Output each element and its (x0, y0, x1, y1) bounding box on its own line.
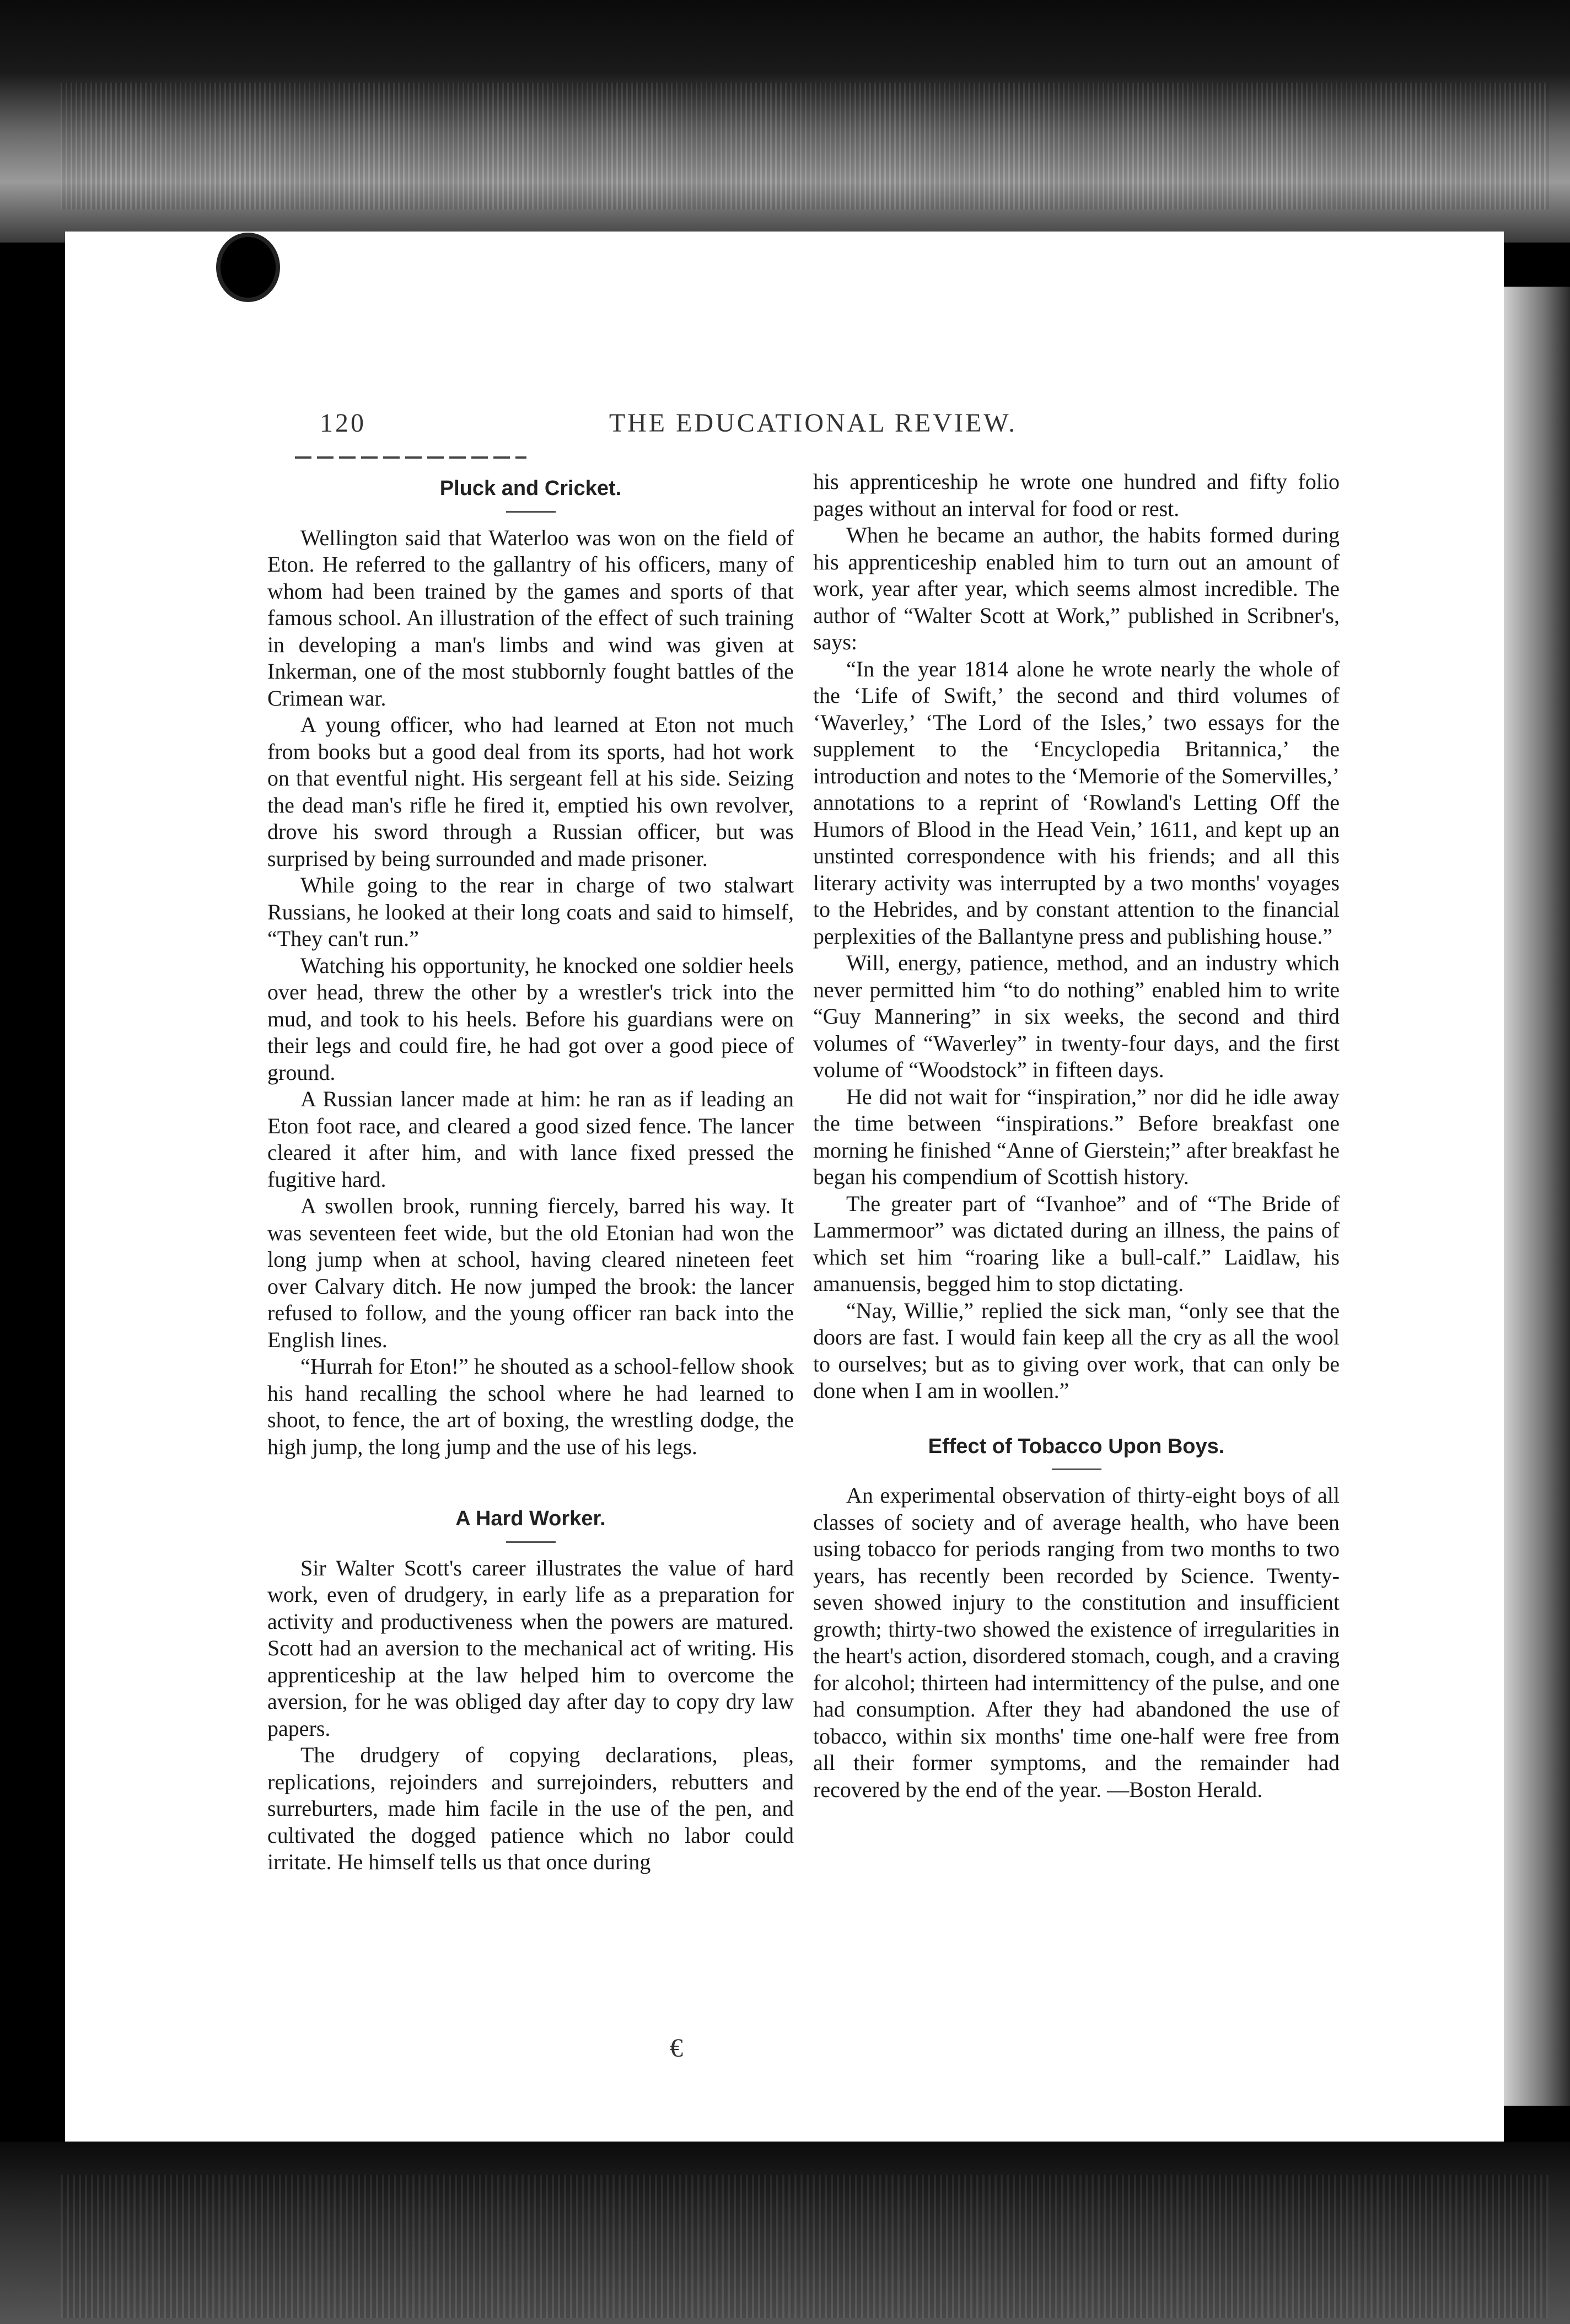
paragraph: his apprenticeship he wrote one hundred and fifty folio pages without an interval for food or rest. (813, 469, 1340, 521)
title-rule (1052, 1468, 1101, 1470)
paragraph: The greater part of “Ivanhoe” and of “The Bride of Lammermoor” was dictated during an illness, the pains of which set him “roaring like a bull-calf.” Laidlaw, his amanuensis, begged him to stop dictating. (813, 1191, 1340, 1296)
paragraph: A Russian lancer made at him: he ran as if leading an Eton foot race, and cleared a good sized fence. The lancer cleared it after him, and with lance fixed pressed the fugitive hard. (267, 1086, 794, 1192)
scan-texture (61, 2175, 1549, 2318)
paragraph: A young officer, who had learned at Eton not much from books but a good deal from its sports, had hot work on that eventful night. His sergeant fell at his side. Seizing the dead man's rifle he fired it, emptied his own revolver, drove his sword through a Russian officer, but was surprised by being surrounded and made prisoner. (267, 712, 794, 871)
page-number: 120 (320, 408, 366, 438)
journal-title: THE EDUCATIONAL REVIEW. (609, 408, 1018, 438)
paragraph: Watching his opportunity, he knocked one soldier heels over head, threw the other by a wrestler's trick into the mud, and took to his heels. Before his guardians were on their legs and could fire, he had got over a good piece of ground. (267, 953, 794, 1085)
paragraph: A swollen brook, running fiercely, barred his way. It was seventeen feet wide, but the old Etonian had won the long jump when at school, having cleared nineteen feet over Calvary ditch. He now jumped the brook: the lancer refused to follow, and the young officer ran back into the English lines. (267, 1193, 794, 1352)
scan-bottom-border (0, 2142, 1570, 2324)
section-gap (267, 1460, 794, 1499)
paragraph: “Nay, Willie,” replied the sick man, “only see that the doors are fast. I would fain keep all the cry as all the wool to ourselves; but as to giving over work, that can only be done when I am in woollen.” (813, 1298, 1340, 1403)
header-rule (295, 456, 526, 459)
paragraph: He did not wait for “inspiration,” nor did he idle away the time between “inspirations.” Before breakfast one morning he finished “Anne of Gierstein;” after breakfast he began his compendium of Scottish history. (813, 1084, 1340, 1189)
scan-top-border (0, 0, 1570, 243)
paragraph: When he became an author, the habits formed during his apprenticeship enabled him to turn out an amount of work, year after year, which seems almost incredible. The author of “Walter Scott at Work,” published in Scribner's, says: (813, 523, 1340, 654)
section-gap (813, 1405, 1340, 1427)
paragraph: While going to the rear in charge of two stalwart Russians, he looked at their long coats and said to himself, “They can't run.” (267, 873, 794, 951)
paragraph: Sir Walter Scott's career illustrates the value of hard work, even of drudgery, in early life as a preparation for activity and productiveness when the powers are matured. Scott had an aversion to the mechanical act of writing. His apprenticeship at the law helped him to overcome the aversion, for he was obliged day after day to copy dry law papers. (267, 1555, 794, 1741)
title-rule (506, 511, 556, 513)
right-column (813, 469, 1340, 1803)
article-title-a-hard-worker: A Hard Worker. (455, 1507, 606, 1530)
title-rule (506, 1541, 556, 1543)
binding-hole (221, 237, 276, 298)
paragraph: Will, energy, patience, method, and an industry which never permitted him “to do nothing” enabled him to write “Guy Mannering” in six weeks, the second and third volumes of “Waverley” in twenty-four days, and the first volume of “Woodstock” in fifteen days. (813, 950, 1340, 1082)
printer-mark: € (670, 2034, 683, 2063)
article-title-effect-of-tobacco: Effect of Tobacco Upon Boys. (928, 1434, 1225, 1458)
page-edge-shadow (1504, 287, 1570, 2106)
paragraph: An experimental observation of thirty-eight boys of all classes of society and of average health, who have been using tobacco for periods ranging from two months to two years, has recently been recorded by Science. Twenty-seven showed injury to the constitution and insufficient growth; thirty-two showed the existence of irregularities in the heart's action, disordered stomach, cough, and a craving for alcohol; thirteen had intermittency of the pulse, and one had consumption. After they had abandoned the use of tobacco, within six months' time one-half were free from all their former symptoms, and the remainder had recovered by the end of the year. —Boston Herald. (813, 1483, 1340, 1802)
paragraph: Wellington said that Waterloo was won on the field of Eton. He referred to the gallantry of his officers, many of whom had been trained by the games and sports of that famous school. An illustration of the effect of such training in developing a man's limbs and wind was given at Inkerman, one of the most stubbornly fought battles of the Crimean war. (267, 525, 794, 711)
paragraph: “Hurrah for Eton!” he shouted as a school-fellow shook his hand recalling the school where he had learned to shoot, to fence, the art of boxing, the wrestling dodge, the high jump, the long jump and the use of his legs. (267, 1354, 794, 1459)
scan-texture (61, 83, 1549, 209)
running-head (254, 408, 1373, 446)
article-title-pluck-and-cricket: Pluck and Cricket. (439, 477, 622, 500)
paragraph: The drudgery of copying declarations, pleas, replications, rejoinders and surrejoinders, rebutters and surreburters, made him facile in the use of the pen, and cultivated the dogged patience which no labor could irritate. He himself tells us that once during (267, 1742, 794, 1874)
paragraph: “In the year 1814 alone he wrote nearly the whole of the ‘Life of Swift,’ the second and third volumes of ‘Waverley,’ ‘The Lord of the Isles,’ two essays for the supplement to the ‘Encyclopedia Britannica,’ the introduction and notes to the ‘Memorie of the Somervilles,’ annotations to a reprint of ‘Rowland's Letting Off the Humors of Blood in the Head Vein,’ 1611, and kept up an unstinted correspondence with his friends; and all this literary activity was interrupted by a two months' voyages to the Hebrides, and by constant attention to the financial perplexities of the Ballantyne press and publishing house.” (813, 656, 1340, 949)
left-column (267, 469, 794, 1876)
